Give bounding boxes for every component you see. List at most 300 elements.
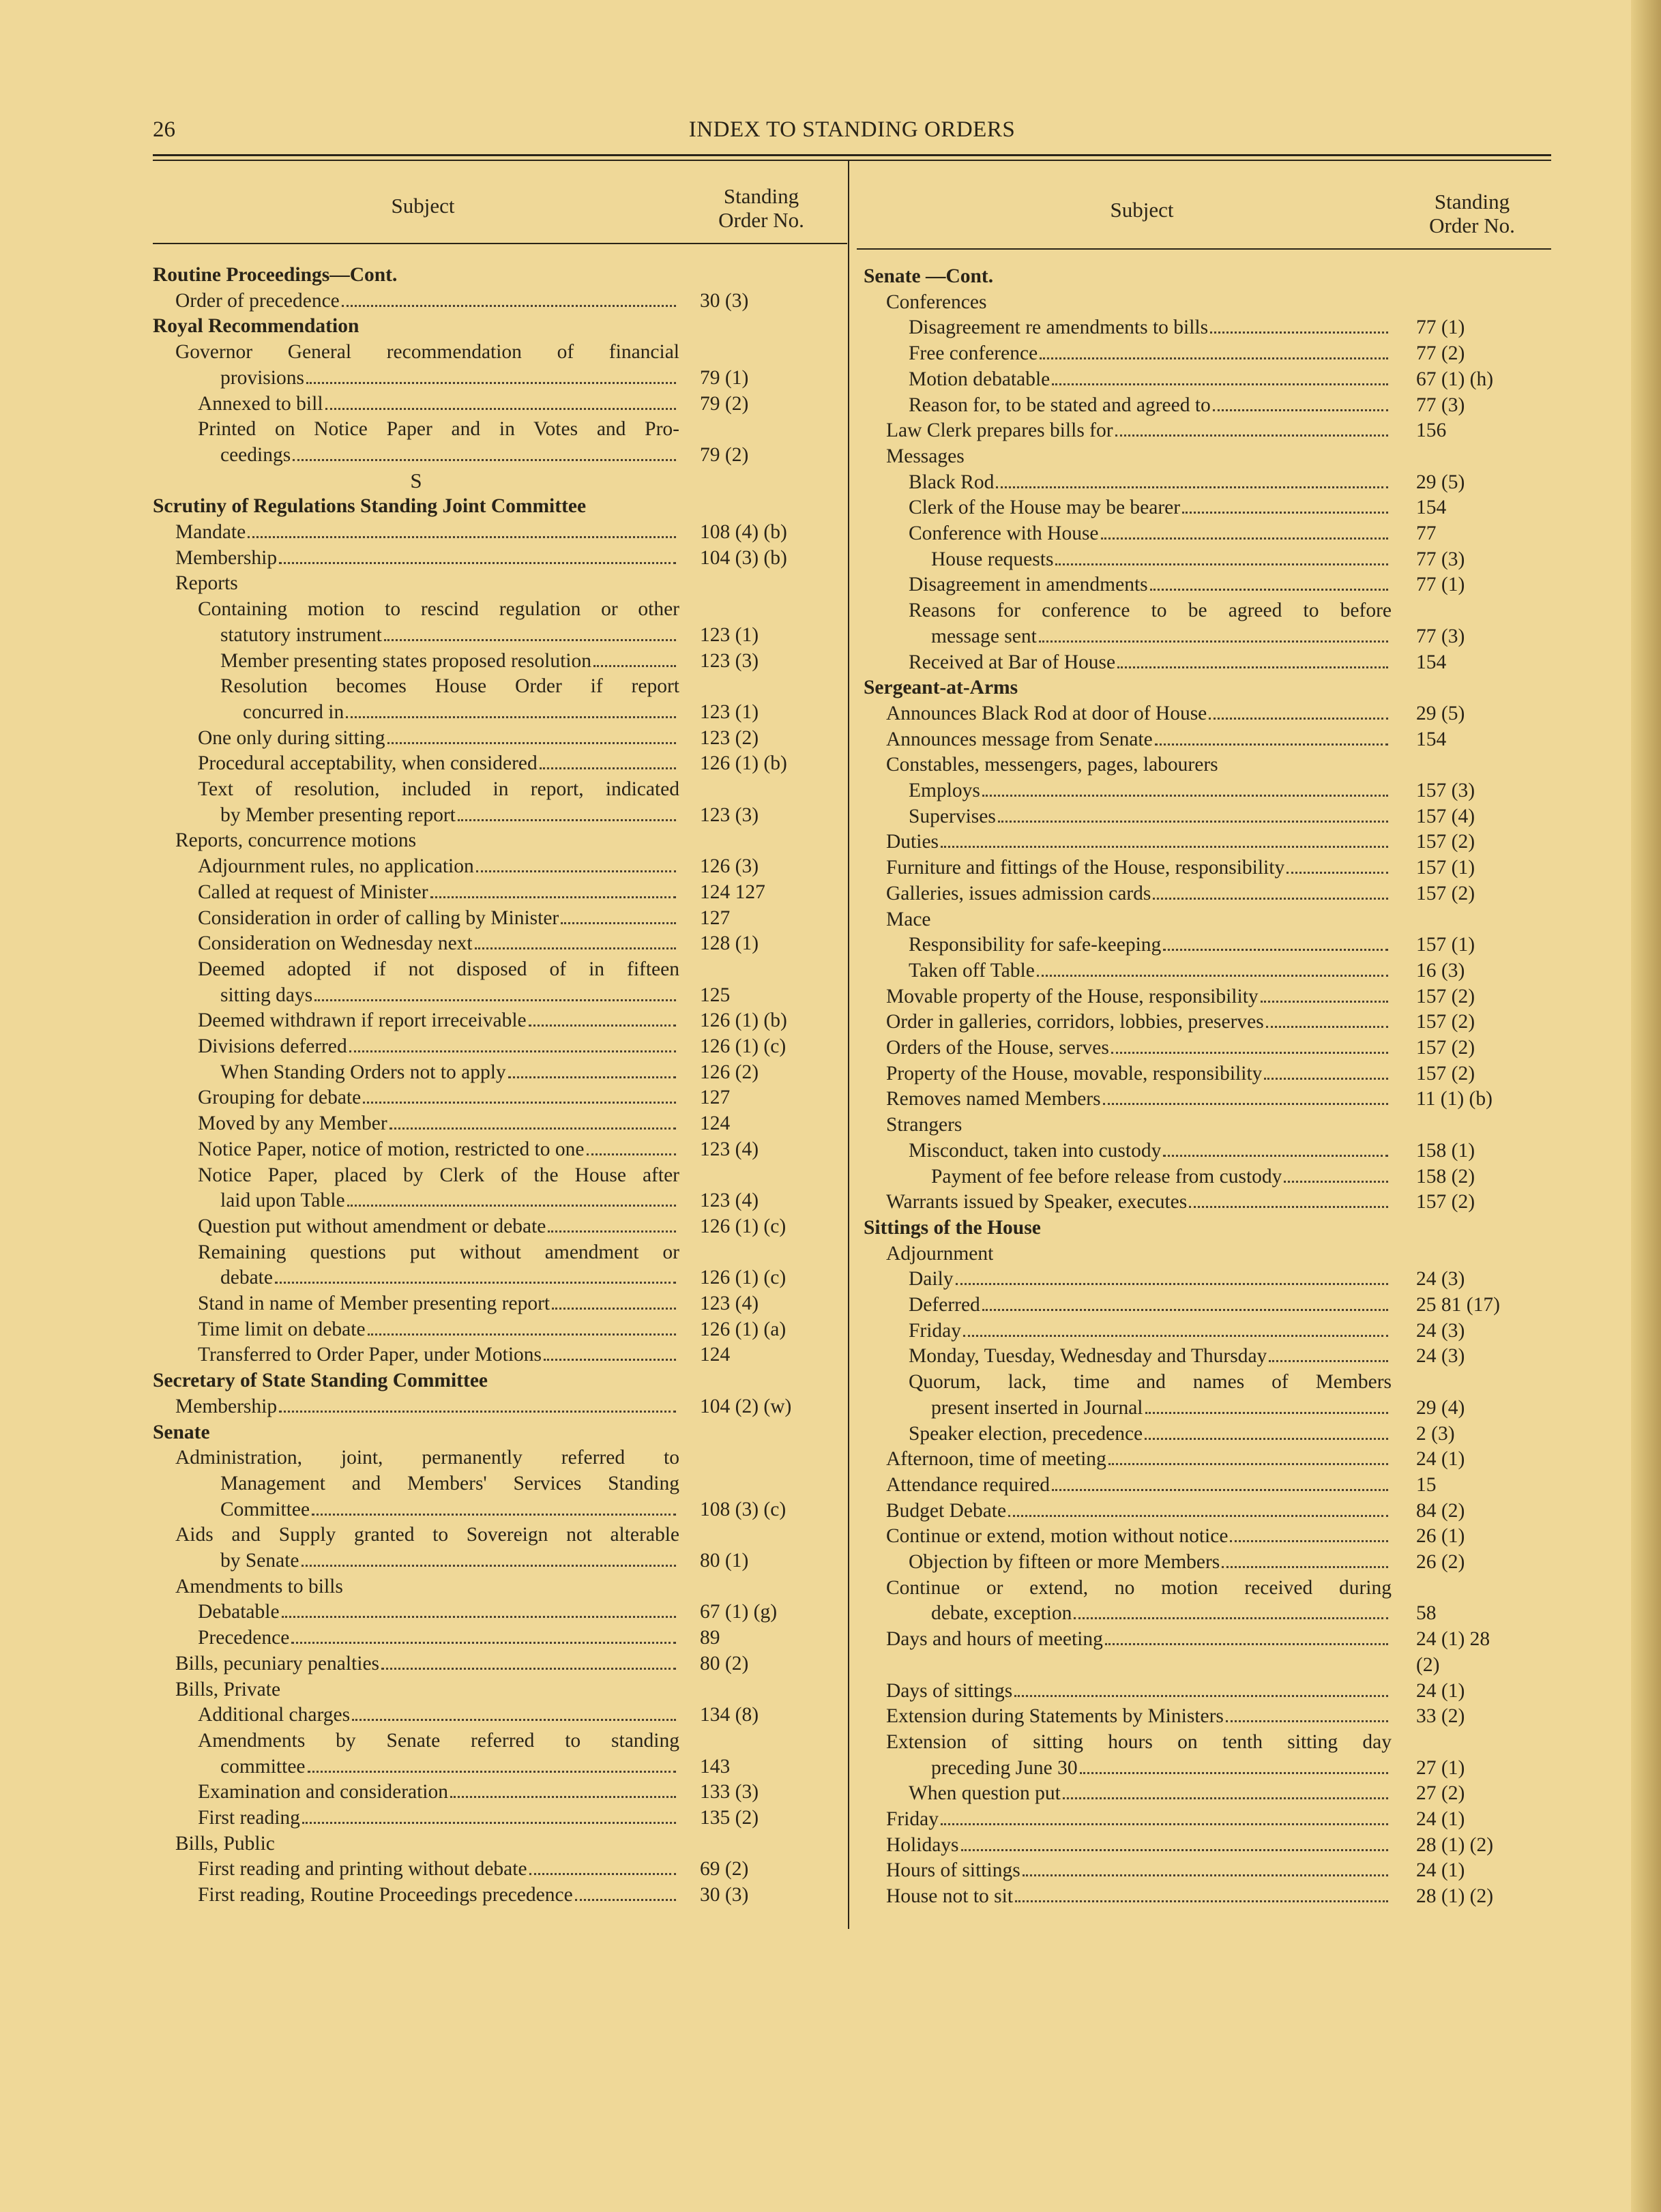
entry-standing-order-number: 123 (4) <box>700 1138 759 1160</box>
index-entry <box>153 443 832 467</box>
index-entry <box>153 880 832 904</box>
entry-subject: ceedings <box>220 443 291 466</box>
entry-subject: Orders of the House, serves <box>886 1037 1109 1059</box>
entry-subject: Warrants issued by Speaker, executes <box>886 1191 1188 1213</box>
entry-subject: Bills, pecuniary penalties <box>175 1652 380 1675</box>
index-entry <box>864 829 1546 854</box>
entry-subject: Days and hours of meeting <box>886 1628 1103 1651</box>
page-title: INDEX TO STANDING ORDERS <box>688 117 1016 142</box>
entry-standing-order-number: 124 127 <box>700 881 765 903</box>
dot-leader <box>291 443 679 467</box>
entry-subject: Announces Black Rod at door of House <box>886 702 1207 724</box>
entry-subject: Stand in name of Member presenting report <box>198 1293 550 1314</box>
index-entry <box>153 1754 832 1779</box>
entry-subject: Administration, joint, permanently referred to <box>175 1447 679 1469</box>
index-letter-heading <box>153 469 679 493</box>
entry-standing-order-number: 24 (1) <box>1416 1808 1465 1830</box>
entry-standing-order-number: 154 <box>1416 497 1447 519</box>
dot-leader <box>939 1807 1392 1831</box>
dot-leader <box>550 1291 679 1316</box>
index-entry <box>153 1497 832 1522</box>
entry-subject: Governor General recommendation of financial <box>175 341 679 364</box>
entry-subject: Printed on Notice Paper and in Votes and Pro- <box>198 418 679 441</box>
left-order-header-line2: Order No. <box>718 208 804 232</box>
entry-subject: Disagreement re amendments to bills <box>909 316 1209 339</box>
entry-standing-order-number: 157 (2) <box>1416 882 1475 904</box>
index-entry <box>153 1188 832 1213</box>
index-entry <box>153 289 832 313</box>
entry-standing-order-number: 2 (3) <box>1416 1422 1455 1445</box>
dot-leader <box>573 1883 679 1907</box>
entry-subject: Moved by any Member <box>198 1112 387 1135</box>
entry-standing-order-number: 108 (4) (b) <box>700 521 787 543</box>
index-entry <box>864 804 1546 829</box>
index-entry <box>153 751 832 776</box>
dot-leader <box>345 1188 679 1213</box>
index-entry <box>153 1085 832 1110</box>
index-entry <box>864 1009 1546 1034</box>
index-entry <box>864 1241 1546 1266</box>
index-entry <box>153 1137 832 1162</box>
right-order-header-line1: Standing <box>1434 190 1510 213</box>
dot-leader <box>474 854 679 879</box>
entry-standing-order-number: 79 (2) <box>700 443 749 466</box>
entry-subject: sitting days <box>220 984 313 1006</box>
entry-standing-order-number: 30 (3) <box>700 289 749 312</box>
entry-subject: Adjournment <box>886 1242 994 1265</box>
page-edge-shadow <box>1631 0 1661 2212</box>
index-entry <box>153 1394 832 1419</box>
index-entry <box>153 597 679 621</box>
entry-subject: Examination and consideration <box>198 1781 449 1803</box>
entry-standing-order-number: 157 (2) <box>1416 1011 1475 1033</box>
dot-leader <box>1143 1421 1392 1446</box>
dot-leader <box>1006 1499 1392 1523</box>
entry-subject: Bills, Private <box>175 1678 281 1700</box>
dot-leader <box>1113 418 1392 443</box>
entry-subject: Afternoon, time of meeting <box>886 1448 1106 1471</box>
index-entry <box>864 1370 1392 1394</box>
entry-standing-order-number: 123 (2) <box>700 726 759 749</box>
index-entry <box>153 1291 832 1316</box>
entry-subject: Sittings of the House <box>864 1216 1041 1239</box>
index-entry <box>153 1625 832 1650</box>
dot-leader <box>585 1137 679 1162</box>
entry-subject: by Senate <box>220 1550 299 1572</box>
entry-standing-order-number: 29 (4) <box>1416 1396 1465 1419</box>
dot-leader <box>994 470 1392 495</box>
index-entry <box>864 1576 1392 1600</box>
index-entry <box>864 778 1546 803</box>
entry-subject: message sent <box>931 625 1037 647</box>
entry-standing-order-number: 24 (3) <box>1416 1345 1465 1368</box>
right-subject-header: Subject <box>1110 198 1174 222</box>
dot-leader <box>1267 1344 1392 1368</box>
entry-standing-order-number: 84 (2) <box>1416 1499 1465 1522</box>
entry-subject: Reports, concurrence motions <box>175 829 417 852</box>
entry-subject: Movable property of the House, responsibility <box>886 985 1259 1007</box>
entry-subject: Senate <box>153 1421 210 1443</box>
entry-subject: provisions <box>220 366 304 389</box>
index-entry <box>864 1601 1546 1625</box>
index-entry <box>864 1035 1546 1060</box>
entry-subject: Secretary of State Standing Committee <box>153 1370 488 1392</box>
index-entry <box>153 854 832 879</box>
entry-subject: Deemed withdrawn if report irreceivable <box>198 1009 527 1032</box>
entry-subject: debate, exception <box>931 1602 1072 1625</box>
dot-leader <box>546 1214 679 1239</box>
entry-subject: Strangers <box>886 1114 962 1136</box>
index-entry <box>864 907 1546 932</box>
dot-leader <box>456 803 679 827</box>
entry-standing-order-number: 158 (1) <box>1416 1139 1475 1162</box>
left-order-header <box>693 184 829 232</box>
entry-subject: Consideration in order of calling by Minister <box>198 906 559 929</box>
index-entry <box>153 1265 832 1290</box>
index-entry <box>864 521 1546 546</box>
index-entry <box>864 367 1546 392</box>
index-entry <box>153 417 679 441</box>
index-entry <box>864 1704 1546 1728</box>
index-heading <box>864 675 1546 700</box>
entry-subject: Reasons for conference to be agreed to before <box>909 600 1392 622</box>
entry-standing-order-number: 133 (3) <box>700 1781 759 1803</box>
entry-subject: Deemed adopted if not disposed of in fifteen <box>198 958 679 980</box>
entry-standing-order-number: 158 (2) <box>1416 1165 1475 1188</box>
dot-leader <box>347 1034 679 1059</box>
index-entry <box>153 366 832 390</box>
entry-standing-order-number: 126 (1) (c) <box>700 1267 787 1289</box>
index-entry <box>864 1807 1546 1831</box>
entry-subject: Grouping for debate <box>198 1087 362 1109</box>
entry-subject: Quorum, lack, time and names of Members <box>909 1371 1392 1393</box>
entry-standing-order-number: 26 (2) <box>1416 1551 1465 1573</box>
entry-subject: Transferred to Order Paper, under Motions <box>198 1344 542 1366</box>
dot-leader <box>1106 1447 1392 1471</box>
entry-subject: Routine Proceedings—Cont. <box>153 264 398 286</box>
entry-subject: Notice Paper, notice of motion, restricted to one <box>198 1138 585 1160</box>
entry-standing-order-number: 28 (1) (2) <box>1416 1833 1494 1856</box>
entry-standing-order-number: 24 (3) <box>1416 1319 1465 1342</box>
index-entry <box>864 1653 1546 1677</box>
index-entry <box>153 1780 832 1804</box>
dot-leader <box>1103 1627 1392 1651</box>
right-order-header <box>1404 190 1540 237</box>
index-heading <box>864 1215 1546 1240</box>
dot-leader <box>300 1805 679 1830</box>
index-entry <box>864 1344 1546 1368</box>
index-entry <box>153 1034 832 1059</box>
entry-subject: Called at request of Minister <box>198 881 428 903</box>
entry-subject: Friday <box>886 1808 939 1830</box>
index-entry <box>864 1884 1546 1908</box>
dot-leader <box>1101 1087 1392 1111</box>
index-entry <box>864 855 1546 880</box>
entry-standing-order-number: 157 (1) <box>1416 934 1475 956</box>
entry-standing-order-number: 157 (4) <box>1416 805 1475 827</box>
dot-leader <box>299 1548 679 1573</box>
entry-subject: Divisions deferred <box>198 1035 347 1057</box>
dot-leader <box>1220 1550 1392 1574</box>
index-entry <box>864 1524 1546 1548</box>
dot-leader <box>1161 932 1392 957</box>
entry-standing-order-number: 157 (3) <box>1416 780 1475 801</box>
entry-subject: Question put without amendment or debate <box>198 1215 546 1237</box>
dot-leader <box>344 700 679 724</box>
entry-subject: Budget Debate <box>886 1499 1007 1522</box>
index-entry <box>153 803 832 827</box>
dot-leader <box>1020 1858 1392 1883</box>
index-entry <box>153 828 832 853</box>
entry-subject: statutory instrument <box>220 623 382 646</box>
index-entry <box>153 1728 679 1753</box>
entry-standing-order-number: 26 (1) <box>1416 1525 1465 1548</box>
index-entry <box>153 1060 832 1085</box>
entry-subject: Extension during Statements by Ministers <box>886 1705 1224 1728</box>
left-order-header-line1: Standing <box>723 184 799 208</box>
entry-standing-order-number: 25 81 (17) <box>1416 1294 1500 1316</box>
index-entry <box>153 546 832 570</box>
index-entry <box>153 1471 679 1496</box>
dot-leader <box>980 1293 1392 1317</box>
entry-subject: Duties <box>886 831 939 853</box>
index-entry <box>864 418 1546 443</box>
entry-subject: Hours of sittings <box>886 1859 1020 1882</box>
entry-standing-order-number: 80 (2) <box>700 1652 749 1675</box>
entry-standing-order-number: 123 (3) <box>700 649 759 672</box>
dot-leader <box>304 366 679 390</box>
dot-leader <box>1282 1164 1392 1189</box>
entry-standing-order-number: 154 <box>1416 651 1447 673</box>
entry-subject: Debatable <box>198 1601 280 1623</box>
index-entry <box>153 1445 679 1470</box>
entry-subject: Membership <box>175 1395 278 1417</box>
entry-standing-order-number: 128 (1) <box>700 932 759 955</box>
entry-standing-order-number: 126 (1) (a) <box>700 1318 787 1340</box>
dot-leader <box>1078 1756 1392 1780</box>
index-entry <box>864 1112 1546 1137</box>
dot-leader <box>559 906 679 930</box>
entry-subject: Adjournment rules, no application <box>198 855 474 878</box>
dot-leader <box>961 1318 1392 1343</box>
dot-leader <box>1038 341 1392 366</box>
dot-leader <box>428 880 679 904</box>
entry-standing-order-number: 77 (1) <box>1416 574 1465 596</box>
index-entry <box>864 1293 1546 1317</box>
entry-standing-order-number: 126 (1) (c) <box>700 1035 787 1057</box>
entry-subject: Scrutiny of Regulations Standing Joint Committee <box>153 495 587 518</box>
dot-leader <box>506 1060 679 1085</box>
entry-subject: preceding June 30 <box>931 1756 1078 1779</box>
dot-leader <box>1208 315 1392 340</box>
dot-leader <box>1099 521 1392 546</box>
index-entry <box>153 1163 679 1188</box>
entry-subject: Supervises <box>909 805 996 827</box>
entry-subject: Furniture and fittings of the House, responsibility <box>886 857 1285 879</box>
entry-subject: Monday, Tuesday, Wednesday and Thursday <box>909 1345 1267 1368</box>
entry-standing-order-number: 143 <box>700 1755 731 1778</box>
index-entry <box>864 1318 1546 1343</box>
right-column-header-rule <box>857 248 1551 250</box>
dot-leader <box>312 983 679 1007</box>
index-entry <box>864 393 1546 417</box>
entry-standing-order-number: 24 (1) 28 <box>1416 1628 1490 1651</box>
dot-leader <box>1161 1138 1392 1163</box>
index-entry <box>864 444 1546 469</box>
entry-standing-order-number: 24 (3) <box>1416 1268 1465 1291</box>
index-entry <box>153 1702 832 1727</box>
entry-standing-order-number: 108 (3) (c) <box>700 1498 787 1520</box>
index-entry <box>864 1730 1392 1754</box>
index-entry <box>864 547 1546 572</box>
entry-standing-order-number: 123 (4) <box>700 1293 759 1314</box>
entry-standing-order-number: 154 <box>1416 728 1447 750</box>
entry-subject: Continue or extend, no motion received during <box>886 1576 1392 1599</box>
index-entry <box>864 1267 1546 1291</box>
index-entry <box>864 1550 1546 1574</box>
entry-subject: Extension of sitting hours on tenth sitting day <box>886 1730 1392 1753</box>
dot-leader <box>1264 1009 1392 1034</box>
dot-leader <box>939 829 1392 854</box>
index-entry <box>864 1679 1546 1703</box>
entry-standing-order-number: 134 (8) <box>700 1704 759 1726</box>
dot-leader <box>954 1267 1392 1291</box>
dot-leader <box>1180 495 1392 520</box>
entry-subject: Announces message from Senate <box>886 728 1153 750</box>
index-entry <box>864 1627 1546 1651</box>
dot-leader <box>387 1111 679 1136</box>
entry-subject: Employs <box>909 780 980 801</box>
dot-leader <box>1228 1524 1392 1548</box>
entry-subject: Received at Bar of House <box>909 651 1116 673</box>
entry-standing-order-number: 30 (3) <box>700 1884 749 1906</box>
entry-subject: Precedence <box>198 1627 290 1649</box>
entry-subject: Responsibility for safe-keeping <box>909 934 1162 956</box>
index-entry <box>153 1522 679 1547</box>
dot-leader <box>980 778 1392 803</box>
entry-standing-order-number: 127 <box>700 1087 731 1109</box>
entry-subject: Continue or extend, motion without notice <box>886 1525 1229 1548</box>
dot-leader <box>1037 624 1392 649</box>
entry-subject: Membership <box>175 546 278 569</box>
entry-standing-order-number: 67 (1) (g) <box>700 1601 778 1623</box>
entry-standing-order-number: 58 <box>1416 1602 1437 1625</box>
entry-subject: One only during sitting <box>198 726 385 749</box>
entry-standing-order-number: (2) <box>1416 1653 1440 1676</box>
dot-leader <box>280 1599 679 1624</box>
entry-subject: Order in galleries, corridors, lobbies, preserves <box>886 1011 1264 1033</box>
entry-standing-order-number: 69 (2) <box>700 1858 749 1881</box>
index-heading <box>153 1420 832 1445</box>
entry-subject: Aids and Supply granted to Sovereign not alterable <box>175 1524 679 1546</box>
entry-standing-order-number: 77 (2) <box>1416 342 1465 365</box>
entry-subject: Order of precedence <box>175 289 340 312</box>
entry-subject: Reports <box>175 572 238 595</box>
entry-subject: Days of sittings <box>886 1679 1013 1702</box>
entry-subject: Conference with House <box>909 522 1099 544</box>
dot-leader <box>277 1394 679 1419</box>
dot-leader <box>1262 1061 1392 1086</box>
entry-standing-order-number: 24 (1) <box>1416 1679 1465 1702</box>
entry-subject: Galleries, issues admission cards <box>886 882 1151 904</box>
index-heading <box>153 263 832 287</box>
dot-leader <box>542 1342 679 1367</box>
index-entry <box>864 1858 1546 1883</box>
index-entry <box>864 932 1546 957</box>
index-entry <box>864 727 1546 752</box>
index-entry <box>153 649 832 673</box>
index-entry <box>153 1883 832 1907</box>
entry-subject: Management and Members' Services Standing <box>220 1472 679 1494</box>
entry-subject: Friday <box>909 1319 962 1342</box>
entry-subject: Daily <box>909 1268 954 1291</box>
entry-subject: First reading <box>198 1807 300 1829</box>
index-entry <box>153 957 679 982</box>
dot-leader <box>1012 1679 1392 1703</box>
entry-subject: Resolution becomes House Order if report <box>220 675 679 698</box>
entry-subject: Messages <box>886 445 965 467</box>
entry-subject: Taken off Table <box>909 959 1035 982</box>
entry-subject: Conferences <box>886 291 987 313</box>
entry-subject: House not to sit <box>886 1885 1014 1908</box>
entry-standing-order-number: 104 (2) (w) <box>700 1395 792 1417</box>
entry-standing-order-number: 29 (5) <box>1416 702 1465 724</box>
index-entry <box>153 674 679 698</box>
entry-subject: Motion debatable <box>909 368 1050 390</box>
entry-subject: by Member presenting report <box>220 803 456 826</box>
entry-standing-order-number: 123 (1) <box>700 701 759 723</box>
dot-leader <box>310 1497 679 1522</box>
index-entry <box>864 1833 1546 1857</box>
dot-leader <box>289 1625 679 1650</box>
dot-leader <box>1035 958 1392 983</box>
running-header <box>153 117 1551 151</box>
dot-leader <box>1143 1396 1392 1420</box>
dot-leader <box>323 392 679 416</box>
index-entry <box>864 1781 1546 1805</box>
index-entry <box>864 1061 1546 1086</box>
entry-subject: Mace <box>886 908 931 930</box>
index-heading <box>153 314 832 338</box>
entry-standing-order-number: 157 (2) <box>1416 1191 1475 1213</box>
dot-leader <box>996 804 1392 829</box>
dot-leader <box>1148 572 1392 597</box>
entry-subject: Committee <box>220 1498 310 1520</box>
dot-leader <box>538 751 679 776</box>
entry-subject: Text of resolution, included in report, indicated <box>198 778 679 800</box>
entry-standing-order-number: 124 <box>700 1344 731 1366</box>
entry-subject: Mandate <box>175 521 246 543</box>
index-entry <box>153 571 832 595</box>
index-entry <box>153 1677 832 1702</box>
dot-leader <box>277 546 679 570</box>
entry-subject: When question put <box>909 1782 1061 1805</box>
entry-standing-order-number: 79 (1) <box>700 366 749 389</box>
dot-leader <box>361 1085 679 1110</box>
entry-standing-order-number: 89 <box>700 1627 720 1649</box>
index-entry <box>153 1317 832 1342</box>
entry-standing-order-number: 27 (2) <box>1416 1782 1465 1805</box>
index-entry <box>864 881 1546 906</box>
entry-subject: committee <box>220 1755 306 1778</box>
dot-leader <box>1153 727 1392 752</box>
entry-subject: Remaining questions put without amendment or <box>198 1241 679 1263</box>
entry-subject: Constables, messengers, pages, labourers <box>886 754 1218 776</box>
dot-leader <box>273 1265 679 1290</box>
entry-subject: Senate —Cont. <box>864 265 994 287</box>
index-entry <box>864 1087 1546 1111</box>
dot-leader <box>1072 1601 1392 1625</box>
